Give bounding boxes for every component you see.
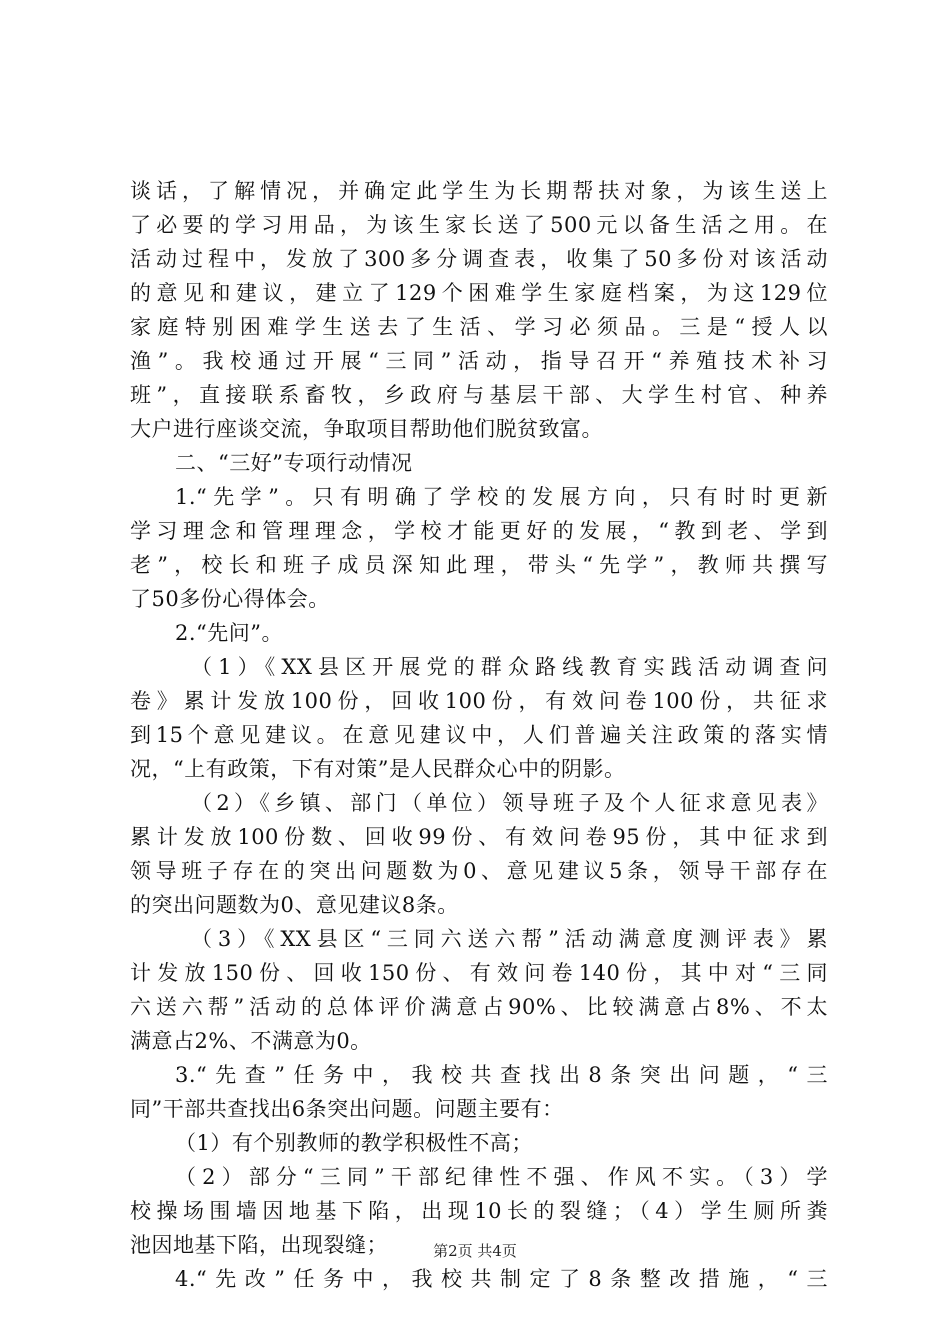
- text-line: 况，“上有政策，下有对策”是人民群众心中的阴影。: [130, 757, 626, 781]
- text-line: 班”，直接联系畜牧，乡政府与基层干部、大学生村官、种养: [130, 383, 828, 407]
- text-line: 六送六帮”活动的总体评价满意占90%、比较满意占8%、不太: [130, 995, 828, 1019]
- text-line: 老”，校长和班子成员深知此理，带头“先学”，教师共撰写: [130, 553, 828, 577]
- text-line: 的突出问题数为0、意见建议8条。: [130, 893, 459, 917]
- text-line: 同”干部共查找出6条突出问题。问题主要有：: [130, 1097, 564, 1121]
- text-line: 到15个意见建议。在意见建议中，人们普遍关注政策的落实情: [130, 723, 828, 747]
- text-line: 二、“三好”专项行动情况: [175, 451, 413, 475]
- text-line: 1.“先学”。只有明确了学校的发展方向，只有时时更新: [175, 485, 828, 509]
- text-line: 校操场围墙因地基下陷，出现10长的裂缝；（4）学生厕所粪: [130, 1199, 828, 1223]
- text-line: 的意见和建议，建立了129个困难学生家庭档案，为这129位: [130, 281, 828, 305]
- text-line: 计发放150份、回收150份、有效问卷140份，其中对“三同: [130, 961, 828, 985]
- text-line: 学习理念和管理理念，学校才能更好的发展，“教到老、学到: [130, 519, 828, 543]
- text-line: 家庭特别困难学生送去了生活、学习必须品。三是“授人以: [130, 315, 828, 339]
- text-line: 领导班子存在的突出问题数为0、意见建议5条，领导干部存在: [130, 859, 828, 883]
- text-line: 满意占2%、不满意为0。: [130, 1029, 372, 1053]
- text-line: 了必要的学习用品，为该生家长送了500元以备生活之用。在: [130, 213, 828, 237]
- text-line: 3.“先查”任务中，我校共查找出8条突出问题，“三: [175, 1063, 828, 1087]
- page-number-label: 第2页 共4页: [433, 1242, 517, 1260]
- text-line: 累计发放100份数、回收99份、有效问卷95份，其中征求到: [130, 825, 828, 849]
- text-line: 卷》累计发放100份，回收100份，有效问卷100份，共征求: [130, 689, 828, 713]
- text-line: （2）《乡镇、部门（单位）领导班子及个人征求意见表》: [191, 791, 828, 815]
- text-line: 了50多份心得体会。: [130, 587, 330, 611]
- text-line: （2）部分“三同”干部纪律性不强、作风不实。（3）学: [175, 1165, 828, 1189]
- page-footer: [0, 1240, 950, 1261]
- text-line: 大户进行座谈交流，争取项目帮助他们脱贫致富。: [130, 417, 603, 441]
- text-line: 池因地基下陷，出现裂缝；: [130, 1233, 388, 1257]
- text-line: 谈话，了解情况，并确定此学生为长期帮扶对象，为该生送上: [130, 179, 828, 203]
- document-body: [130, 174, 828, 1296]
- text-line: （1）有个别教师的教学积极性不高；: [175, 1131, 533, 1155]
- text-line: 2.“先问”。: [175, 621, 284, 645]
- text-line: 活动过程中，发放了300多分调查表，收集了50多份对该活动: [130, 247, 828, 271]
- text-line: 渔”。我校通过开展“三同”活动，指导召开“养殖技术补习: [130, 349, 828, 373]
- text-line: （3）《XX县区“三同六送六帮”活动满意度测评表》累: [191, 927, 828, 951]
- text-line: 4.“先改”任务中，我校共制定了8条整改措施，“三: [175, 1267, 828, 1291]
- text-line: （1）《XX县区开展党的群众路线教育实践活动调查问: [191, 655, 828, 679]
